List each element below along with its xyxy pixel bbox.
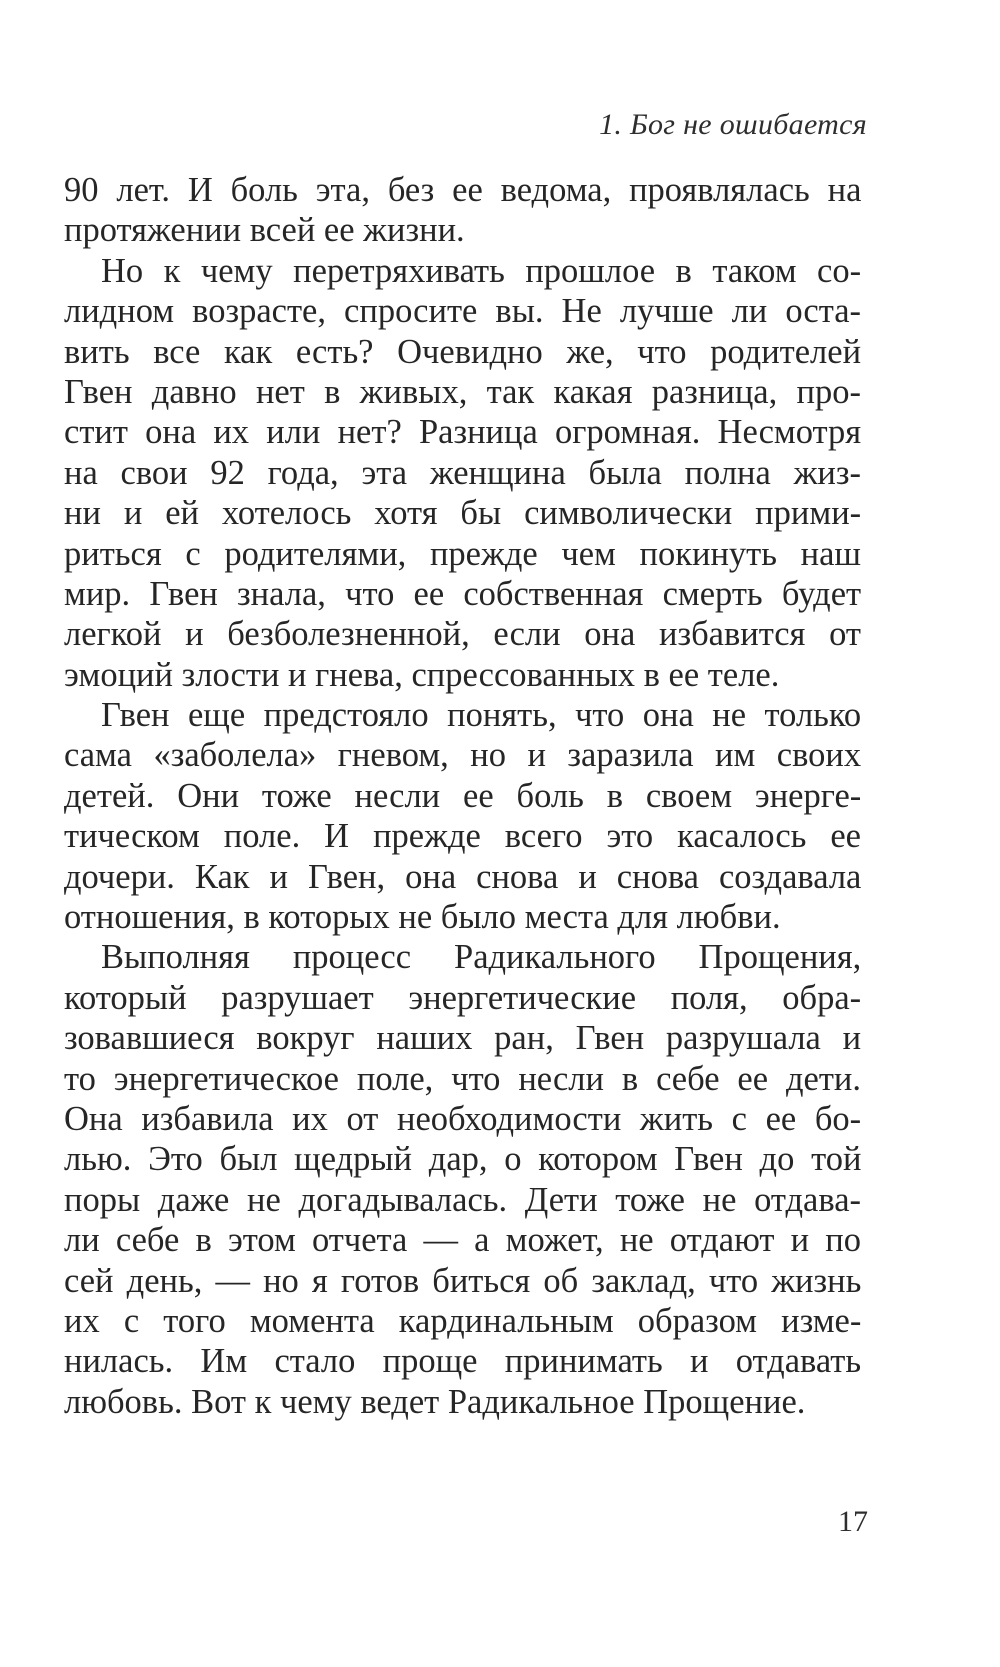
page-number: 17 bbox=[838, 1505, 868, 1538]
text-line: 90 лет. И боль эта, без ее ведома, проявлялась на bbox=[64, 171, 862, 209]
text-line: тическом поле. И прежде всего это касалось ее bbox=[64, 817, 861, 856]
text-line: Выполняя процесс Радикального Прощения, bbox=[101, 938, 862, 977]
text-line: сей день, — но я готов биться об заклад, что жизнь bbox=[64, 1261, 862, 1300]
text-line: зовавшиеся вокруг наших ран, Гвен разрушала и bbox=[64, 1019, 862, 1058]
text-line: Но к чему перетряхивать прошлое в таком со- bbox=[101, 251, 862, 290]
text-line: отношения, в которых не было места для любви. bbox=[64, 898, 781, 937]
text-line: который разрушает энергетические поля, обра- bbox=[64, 978, 862, 1017]
text-line: легкой и безболезненной, если она избавится от bbox=[64, 615, 861, 654]
text-line: лью. Это был щедрый дар, о котором Гвен до той bbox=[64, 1140, 862, 1179]
text-line: эмоций злости и гнева, спрессованных в ее теле. bbox=[64, 655, 780, 694]
text-line: лидном возрасте, спросите вы. Не лучше ли оста- bbox=[64, 292, 862, 331]
text-line: протяжении всей ее жизни. bbox=[64, 211, 465, 250]
text-line: на свои 92 года, эта женщина была полна жиз- bbox=[64, 453, 861, 492]
text-line: сама «заболела» гневом, но и заразила им своих bbox=[64, 736, 862, 775]
text-line: то энергетическое поле, что несли в себе ее дети. bbox=[64, 1059, 861, 1098]
running-head: 1. Бог не ошибается bbox=[599, 108, 867, 141]
text-line: дочери. Как и Гвен, она снова и снова создавала bbox=[64, 857, 862, 896]
text-line: поры даже не догадывалась. Дети тоже не отдава- bbox=[64, 1180, 861, 1219]
body-text bbox=[64, 170, 861, 1422]
text-line: Гвен давно нет в живых, так какая разница, про- bbox=[64, 372, 861, 411]
text-line: стит она их или нет? Разница огромная. Несмотря bbox=[64, 413, 862, 452]
text-line: детей. Они тоже несли ее боль в своем энерге- bbox=[64, 776, 862, 815]
text-line: мир. Гвен знала, что ее собственная смерть будет bbox=[64, 574, 862, 613]
text-line: их с того момента кардинальным образом изме- bbox=[64, 1301, 862, 1340]
text-line: Она избавила их от необходимости жить с ее бо- bbox=[64, 1099, 862, 1138]
text-line: любовь. Вот к чему ведет Радикальное Прощение. bbox=[64, 1382, 806, 1421]
text-line: нилась. Им стало проще принимать и отдавать bbox=[64, 1342, 862, 1381]
text-line: ни и ей хотелось хотя бы символически прими- bbox=[64, 494, 862, 533]
text-line: ли себе в этом отчета — а может, не отдают и по bbox=[64, 1221, 861, 1260]
text-line: Гвен еще предстояло понять, что она не только bbox=[101, 696, 862, 735]
text-line: риться с родителями, прежде чем покинуть наш bbox=[64, 534, 861, 573]
text-line: вить все как есть? Очевидно же, что родителей bbox=[64, 332, 862, 371]
